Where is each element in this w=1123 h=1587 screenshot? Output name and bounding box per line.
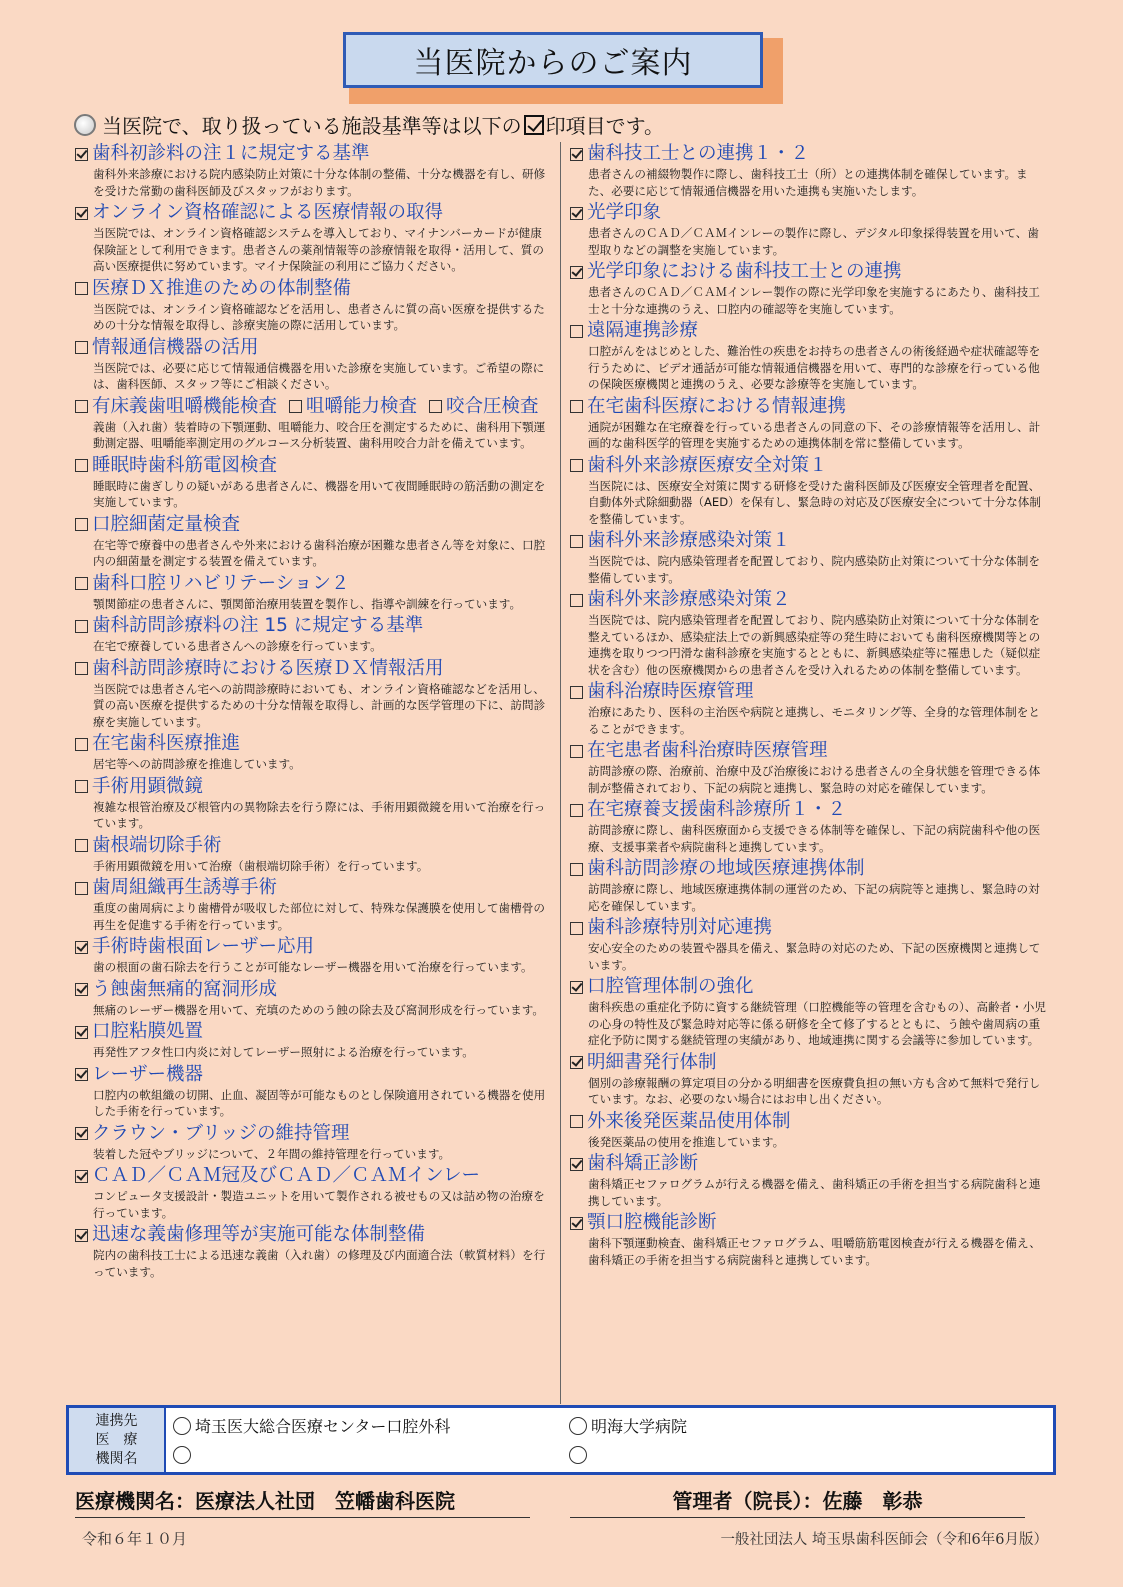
facility-standard-item [570, 739, 1046, 796]
facility-standard-item [570, 201, 1046, 258]
facility-standard-item [570, 454, 1046, 528]
heading-entry [289, 395, 417, 419]
heading-entry [75, 775, 203, 799]
facility-standard-item [75, 935, 552, 976]
checkbox-icon [75, 738, 88, 751]
item-heading [570, 319, 1046, 343]
item-heading [75, 277, 552, 301]
item-heading [75, 395, 552, 419]
item-title: レーザー機器 [92, 1063, 204, 1085]
item-heading [570, 142, 1046, 166]
checkbox-icon [75, 1127, 88, 1140]
item-heading [570, 454, 1046, 478]
item-description: 治療にあたり、医科の主治医や病院と連携し、モニタリング等、全身的な管理体制をとることができます。 [588, 705, 1040, 736]
heading-entry [570, 798, 846, 822]
item-description: 当医院では、院内感染管理者を配置しており、院内感染防止対策について十分な体制を整備しています。 [588, 554, 1040, 585]
heading-entry [75, 935, 314, 959]
collab-option-label: 埼玉医大総合医療センター口腔外科 [195, 1417, 451, 1436]
heading-entry [75, 1164, 480, 1188]
item-title: 遠隔連携診療 [587, 320, 699, 341]
item-heading [75, 454, 552, 478]
issue-date: 令和６年１０月 [82, 1530, 188, 1548]
checkbox-icon [570, 1158, 583, 1171]
item-heading [570, 739, 1046, 763]
checkbox-icon [289, 400, 302, 413]
checkbox-icon [570, 1217, 583, 1230]
item-description: 複雑な根管治療及び根管内の異物除去を行う際には、手術用顕微鏡を用いて治療を行っています。 [93, 799, 546, 830]
item-title: 睡眠時歯科筋電図検査 [92, 454, 278, 476]
facility-standard-item [75, 454, 552, 511]
item-heading [75, 201, 552, 225]
checkbox-icon [570, 459, 583, 472]
heading-entry [75, 657, 444, 681]
item-title: 光学印象 [587, 202, 662, 223]
left-column [75, 142, 552, 1282]
facility-standard-item [570, 975, 1046, 1049]
item-description: 睡眠時に歯ぎしりの疑いがある患者さんに、機器を用いて夜間睡眠時の筋活動の測定を実施しています。 [93, 478, 546, 509]
heading-entry [570, 975, 754, 999]
item-title: 情報通信機器の活用 [92, 336, 259, 358]
facility-standard-item [75, 834, 552, 875]
facility-standard-item [570, 680, 1046, 737]
item-description: 歯科矯正セファログラムが行える機器を備え、歯科矯正の手術を担当する病院歯科と連携しています。 [588, 1177, 1041, 1208]
facility-standard-item [75, 201, 552, 275]
item-title: 咬合圧検査 [446, 395, 539, 417]
heading-entry [75, 1223, 425, 1247]
heading-entry [570, 916, 772, 940]
item-title: 咀嚼能力検査 [306, 395, 418, 417]
item-description: 安心安全のための装置や器具を備え、緊急時の対応のため、下記の医療機関と連携しています。 [588, 941, 1041, 972]
facility-standard-item [75, 395, 552, 452]
item-description: 歯科外来診療における院内感染防止対策に十分な体制の整備、十分な機器を有し、研修を受けた常勤の歯科医師及びスタッフがおります。 [93, 167, 546, 198]
facility-standard-item [75, 1122, 552, 1163]
item-heading [570, 680, 1046, 704]
item-title: う蝕歯無痛的窩洞形成 [92, 978, 278, 1000]
facility-standard-item [75, 614, 552, 655]
collaboration-box [66, 1405, 1056, 1475]
item-title: ＣＡＤ／ＣＡＭ冠及びＣＡＤ／ＣＡＭインレー [92, 1165, 481, 1186]
facility-standard-item [570, 1211, 1046, 1268]
checkbox-icon [570, 745, 583, 758]
item-title: 在宅歯科医療における情報連携 [587, 395, 847, 417]
checkbox-icon [570, 325, 583, 338]
item-title: 歯周組織再生誘導手術 [92, 877, 278, 898]
heading-entry [75, 732, 240, 756]
checkbox-icon [75, 780, 88, 793]
item-title: 歯科治療時医療管理 [587, 681, 754, 702]
heading-entry [570, 739, 828, 763]
item-description: 装着した冠やブリッジについて、２年間の維持管理を行っています。 [93, 1146, 451, 1161]
collab-option-1 [173, 1414, 450, 1437]
item-heading [570, 857, 1046, 881]
checkbox-icon [75, 341, 88, 354]
checkbox-icon [570, 400, 583, 413]
radio-circle-icon [569, 1417, 587, 1435]
facility-standard-item [75, 876, 552, 933]
collaboration-label [69, 1408, 166, 1472]
facility-standard-item [75, 513, 552, 570]
heading-entry [570, 857, 865, 881]
facility-standard-item [570, 916, 1046, 973]
checkbox-icon [75, 207, 88, 220]
radio-circle-icon [173, 1417, 191, 1435]
page-title: 当医院からのご案内 [343, 32, 763, 88]
item-title: 歯科診療特別対応連携 [587, 917, 773, 938]
item-heading [75, 834, 552, 858]
item-title: 歯科訪問診療の地域医療連携体制 [587, 858, 865, 879]
facility-standard-item [75, 1020, 552, 1061]
item-description: 当医院では患者さん宅への訪問診療時においても、オンライン資格確認などを活用し、質の高い医療を提供するための十分な情報を取得し、計画的な医学管理の下に、訪問診療を実施しています。 [93, 681, 546, 729]
item-description: 訪問診療の際、治療前、治療中及び治療後における患者さんの全身状態を管理できる体制が整備されており、下記の病院と連携し、緊急時の対応を確保しています。 [588, 764, 1041, 795]
heading-entry [75, 1063, 203, 1087]
checkbox-icon [570, 266, 583, 279]
heading-entry [75, 1020, 203, 1044]
item-title: 歯科訪問診療料の注 15 に規定する基準 [92, 615, 424, 636]
heading-entry [75, 978, 277, 1002]
item-heading [75, 657, 552, 681]
item-heading [75, 978, 552, 1002]
heading-entry [75, 513, 240, 537]
facility-standard-item [570, 588, 1046, 678]
item-heading [75, 1164, 552, 1188]
item-title: 手術用顕微鏡 [92, 775, 204, 797]
checkbox-icon [75, 983, 88, 996]
item-heading [75, 1020, 552, 1044]
checkmark-icon [524, 115, 544, 135]
checkbox-icon [75, 1026, 88, 1039]
item-heading [570, 395, 1046, 419]
checkbox-icon [75, 577, 88, 590]
item-heading [75, 142, 552, 166]
facility-standard-item [75, 277, 552, 334]
item-heading [570, 201, 1046, 225]
facility-standard-item [75, 978, 552, 1019]
item-description: 患者さんのＣＡＤ／ＣＡＭインレー製作の際に光学印象を実施するにあたり、歯科技工士と十分な連携のうえ、口腔内の確認等を実施しています。 [588, 285, 1040, 316]
heading-entry [75, 201, 443, 225]
item-description: 手術用顕微鏡を用いて治療（歯根端切除手術）を行っています。 [93, 858, 429, 873]
checkbox-icon [570, 686, 583, 699]
item-heading [570, 529, 1046, 553]
item-title: 歯科外来診療感染対策１ [587, 530, 791, 551]
checkbox-icon [570, 207, 583, 220]
heading-entry [570, 260, 902, 284]
heading-entry [75, 834, 222, 858]
checkbox-icon [75, 882, 88, 895]
collab-label-line: 連携先 [95, 1412, 138, 1429]
item-title: 顎口腔機能診断 [587, 1212, 717, 1233]
item-heading [75, 572, 552, 596]
facility-standard-item [75, 572, 552, 613]
heading-entry [75, 1122, 350, 1146]
item-description: 患者さんのＣＡＤ／ＣＡＭインレーの製作に際し、デジタル印象採得装置を用いて、歯型取りなどの調整を実施しています。 [588, 226, 1039, 257]
checkbox-icon [570, 535, 583, 548]
checkbox-icon [75, 518, 88, 531]
radio-circle-icon [173, 1446, 191, 1464]
facility-standard-item [75, 1164, 552, 1221]
checkbox-icon [75, 1229, 88, 1242]
item-title: 在宅患者歯科治療時医療管理 [587, 740, 828, 761]
facility-standard-item [75, 775, 552, 832]
item-description: 院内の歯科技工士による迅速な義歯（入れ歯）の修理及び内面適合法（軟質材料）を行っています。 [93, 1248, 546, 1279]
heading-entry [570, 201, 661, 225]
facility-standard-item [570, 857, 1046, 914]
heading-entry [570, 454, 828, 478]
heading-entry [75, 142, 370, 166]
facility-standard-item [75, 142, 552, 199]
item-description: 訪問診療に際し、歯科医療面から支援できる体制等を確保し、下記の病院歯科や他の医療、支援事業者や病院歯科と連携しています。 [588, 823, 1041, 854]
facility-standard-item [570, 1051, 1046, 1108]
facility-standard-item [75, 1063, 552, 1120]
item-title: 口腔細菌定量検査 [92, 513, 241, 535]
item-title: 歯科口腔リハビリテーション２ [92, 572, 350, 594]
facility-standard-item [570, 798, 1046, 855]
item-heading [570, 588, 1046, 612]
item-title: 手術時歯根面レーザー応用 [92, 936, 315, 957]
facility-standard-item [570, 1110, 1046, 1151]
item-title: 医療ＤＸ推進のための体制整備 [92, 277, 352, 299]
facility-standard-item [570, 260, 1046, 317]
item-description: 通院が困難な在宅療養を行っている患者さんの同意の下、その診療情報等を活用し、計画的な歯科医学的管理を実施するための連携体制を常に整備しています。 [588, 419, 1041, 450]
item-heading [570, 1152, 1046, 1176]
item-heading [75, 513, 552, 537]
item-description: 在宅で療養している患者さんへの診療を行っています。 [93, 639, 382, 653]
collab-option-3 [173, 1446, 195, 1464]
manager-name: 管理者（院長）：佐藤 彰恭 [570, 1485, 1025, 1518]
item-title: クラウン・ブリッジの維持管理 [92, 1122, 350, 1144]
heading-entry [570, 395, 846, 419]
item-description: 口腔がんをはじめとした、難治性の疾患をお持ちの患者さんの術後経過や症状確認等を行うために、ビデオ通話が可能な情報通信機器を用いて、専門的な診療を行っている他の保険医療機関と連携のうえ、必要な診療等を実施しています。 [588, 344, 1041, 391]
facility-standard-item [75, 336, 552, 393]
institution-name: 医療機関名：医療法人社団 笠幡歯科医院 [75, 1485, 530, 1518]
item-title: 光学印象における歯科技工士との連携 [587, 261, 902, 282]
heading-entry [75, 277, 351, 301]
item-description: 歯科下顎運動検査、歯科矯正セファログラム、咀嚼筋筋電図検査が行える機器を備え、歯科矯正の手術を担当する病院歯科と連携しています。 [588, 1236, 1041, 1267]
checkbox-icon [570, 922, 583, 935]
association-name: 一般社団法人 埼玉県歯科医師会（令和6年6月版） [720, 1532, 1048, 1548]
facility-standard-item [570, 1152, 1046, 1209]
heading-entry [75, 336, 259, 360]
column-divider [560, 142, 561, 1404]
item-description: 顎関節症の患者さんに、顎関節治療用装置を製作し、指導や訓練を行っています。 [93, 596, 522, 611]
collab-option-4 [569, 1446, 591, 1464]
item-description: 個別の診療報酬の算定項目の分かる明細書を医療費負担の無い方も含めて無料で発行しています。なお、必要のない場合にはお申し出ください。 [588, 1075, 1041, 1106]
item-description: 当医院では、オンライン資格確認などを活用し、患者さんに質の高い医療を提供するための十分な情報を取得し、診療実施の際に活用しています。 [93, 301, 545, 332]
item-description: 無痛のレーザー機器を用いて、充填のためのう蝕の除去及び窩洞形成を行っています。 [93, 1002, 544, 1017]
item-heading [570, 975, 1046, 999]
heading-entry [429, 395, 539, 419]
item-description: 当医院では、院内感染管理者を配置しており、院内感染防止対策について十分な体制を整えているほか、感染症法上での新興感染症等の発生時においても歯科医療機関等との連携を取りつつ円滑な歯科診療を実施するとともに、新興感染症等に罹患した（疑似症状を含む）他の医療機関からの患者さんを受け入れるための体制を整備しています。 [588, 613, 1041, 677]
item-title: 歯科技工士との連携１・２ [587, 143, 810, 164]
right-column [570, 142, 1046, 1270]
heading-entry [570, 1110, 791, 1134]
item-heading [75, 876, 552, 900]
checkbox-icon [570, 863, 583, 876]
item-heading [570, 1110, 1046, 1134]
item-heading [75, 614, 552, 638]
item-title: オンライン資格確認による医療情報の取得 [92, 202, 443, 223]
item-heading [75, 732, 552, 756]
facility-standard-item [570, 529, 1046, 586]
collab-option-label: 明海大学病院 [591, 1417, 688, 1436]
item-heading [570, 916, 1046, 940]
item-heading [75, 1122, 552, 1146]
checkbox-icon [75, 459, 88, 472]
checkbox-icon [75, 941, 88, 954]
item-description: 患者さんの補綴物製作に際し、歯科技工士（所）との連携体制を確保しています。また、必要に応じて情報通信機器を用いた連携も実施いたします。 [588, 167, 1028, 198]
item-title: 歯科外来診療感染対策２ [587, 589, 791, 610]
circle-bullet-icon [74, 114, 96, 136]
heading-entry [75, 454, 277, 478]
heading-entry [570, 588, 791, 612]
item-title: 迅速な義歯修理等が実施可能な体制整備 [92, 1224, 426, 1245]
facility-standard-item [570, 142, 1046, 199]
item-title: 口腔粘膜処置 [92, 1021, 204, 1042]
checkbox-icon [75, 148, 88, 161]
heading-entry [75, 876, 277, 900]
item-title: 歯科外来診療医療安全対策１ [587, 454, 828, 476]
heading-entry [75, 614, 423, 638]
checkbox-icon [570, 981, 583, 994]
collab-label-line: 医 療 [95, 1431, 138, 1448]
checkbox-icon [75, 400, 88, 413]
item-description: 歯科疾患の重症化予防に資する継続管理（口腔機能等の管理を含むもの）、高齢者・小児の心身の特性及び緊急時対応等に係る研修を全て修了するとともに、う蝕や歯周病の重症化予防に関する継続管理の実績があり、地域連携に関する会議等に参加しています。 [588, 1000, 1046, 1047]
item-description: 当医院には、医療安全対策に関する研修を受けた歯科医師及び医療安全管理者を配置、自動体外式除細動器（AED）を保有し、緊急時の対応及び医療安全について十分な体制を整備しています。 [588, 478, 1041, 526]
item-description: 重度の歯周病により歯槽骨が吸収した部位に対して、特殊な保護膜を使用して歯槽骨の再生を促進する手術を行っています。 [93, 901, 545, 932]
intro-text-after: 印項目です。 [545, 114, 665, 138]
item-heading [75, 336, 552, 360]
item-heading [570, 260, 1046, 284]
checkbox-icon [429, 400, 442, 413]
checkbox-icon [75, 1170, 88, 1183]
intro-text-before: 当医院で、取り扱っている施設基準等は以下の [102, 114, 522, 138]
item-title: 在宅療養支援歯科診療所１・２ [587, 799, 847, 820]
intro-line [74, 110, 664, 139]
collab-label-line: 機関名 [95, 1450, 138, 1467]
heading-entry [570, 1152, 698, 1176]
facility-standard-item [570, 319, 1046, 393]
item-description: 義歯（入れ歯）装着時の下顎運動、咀嚼能力、咬合圧を測定するために、歯科用下顎運動測定器、咀嚼能率測定用のグルコース分析装置、歯科用咬合力計を備えています。 [93, 419, 546, 450]
item-description: 口腔内の軟組織の切開、止血、凝固等が可能なものとし保険適用されている機器を使用した手術を行っています。 [93, 1087, 546, 1118]
heading-entry [570, 1211, 717, 1235]
heading-entry [570, 1051, 717, 1075]
facility-standard-item [75, 732, 552, 773]
checkbox-icon [75, 1068, 88, 1081]
item-heading [75, 775, 552, 799]
checkbox-icon [570, 1056, 583, 1069]
item-title: 在宅歯科医療推進 [92, 733, 241, 754]
item-description: 歯の根面の歯石除去を行うことが可能なレーザー機器を用いて治療を行っています。 [93, 960, 533, 974]
heading-entry [570, 529, 791, 553]
checkbox-icon [75, 620, 88, 633]
item-heading [75, 1063, 552, 1087]
item-heading [570, 1211, 1046, 1235]
checkbox-icon [570, 594, 583, 607]
checkbox-icon [570, 804, 583, 817]
checkbox-icon [570, 148, 583, 161]
checkbox-icon [75, 839, 88, 852]
item-title: 外来後発医薬品使用体制 [587, 1110, 791, 1132]
heading-entry [570, 680, 754, 704]
collab-option-2 [569, 1414, 687, 1437]
item-description: 在宅等で療養中の患者さんや外来における歯科治療が困難な患者さん等を対象に、口腔内の細菌量を測定する装置を備えています。 [93, 537, 546, 568]
checkbox-icon [75, 662, 88, 675]
item-description: 当医院では、必要に応じて情報通信機器を用いた診療を実施しています。ご希望の際には、歯科医師、スタッフ等にご相談ください。 [93, 360, 545, 391]
item-description: 後発医薬品の使用を推進しています。 [588, 1134, 785, 1149]
heading-entry [75, 572, 349, 596]
item-title: 歯根端切除手術 [92, 834, 222, 856]
item-title: 口腔管理体制の強化 [587, 976, 754, 997]
heading-entry [570, 319, 698, 343]
checkbox-icon [570, 1115, 583, 1128]
facility-standard-item [570, 395, 1046, 452]
item-title: 歯科初診料の注１に規定する基準 [92, 143, 370, 164]
item-description: コンピュータ支援設計・製造ユニットを用いて製作される被せもの又は詰め物の治療を行っています。 [93, 1189, 545, 1220]
checkbox-icon [75, 282, 88, 295]
heading-entry [570, 142, 809, 166]
item-heading [570, 1051, 1046, 1075]
item-description: 訪問診療に際し、地域医療連携体制の運営のため、下記の病院等と連携し、緊急時の対応を確保しています。 [588, 882, 1040, 913]
item-title: 明細書発行体制 [587, 1051, 717, 1073]
facility-standard-item [75, 657, 552, 731]
item-heading [75, 1223, 552, 1247]
item-description: 当医院では、オンライン資格確認システムを導入しており、マイナンバーカードが健康保険証として利用できます。患者さんの薬剤情報等の診療情報を取得・活用して、質の高い医療提供に努めています。マイナ保険証の利用にご協力ください。 [93, 226, 544, 273]
item-title: 歯科訪問診療時における医療ＤＸ情報活用 [92, 657, 444, 679]
facility-standard-item [75, 1223, 552, 1280]
item-description: 居宅等への訪問診療を推進しています。 [93, 757, 301, 771]
item-title: 有床義歯咀嚼機能検査 [92, 395, 278, 417]
item-title: 歯科矯正診断 [587, 1153, 699, 1174]
item-description: 再発性アフタ性口内炎に対してレーザー照射による治療を行っています。 [93, 1045, 474, 1059]
item-heading [75, 935, 552, 959]
radio-circle-icon [569, 1446, 587, 1464]
heading-entry [75, 395, 277, 419]
item-heading [570, 798, 1046, 822]
